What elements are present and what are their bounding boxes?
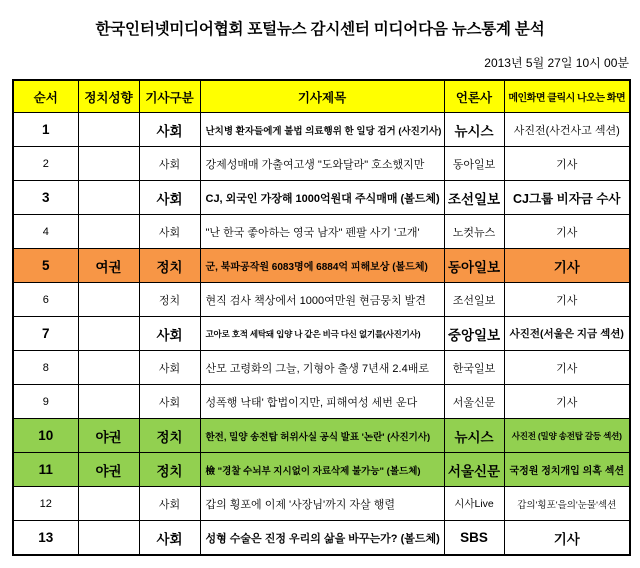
- report-timestamp: 2013년 5월 27일 10시 00분: [484, 56, 629, 70]
- cell-cat: 사회: [139, 113, 200, 147]
- cell-screen: 사진전 (밀양 송전탑 갈등 섹션): [504, 419, 630, 453]
- cell-cat: 사회: [139, 351, 200, 385]
- cell-lean: [78, 317, 139, 351]
- cell-no: 3: [13, 181, 78, 215]
- cell-no: 1: [13, 113, 78, 147]
- cell-lean: [78, 283, 139, 317]
- cell-title: 檢 "경찰 수뇌부 지시없이 자료삭제 불가능" (볼드체): [200, 453, 444, 487]
- cell-screen: 사진전(서울은 지금 섹션): [504, 317, 630, 351]
- cell-title: 군, 북파공작원 6083명에 6884억 피해보상 (볼드체): [200, 249, 444, 283]
- cell-title: 난치병 환자들에게 불법 의료행위 한 일당 검거 (사진기사): [200, 113, 444, 147]
- cell-screen: 갑의'횡포'을의'눈물'섹션: [504, 487, 630, 521]
- cell-no: 6: [13, 283, 78, 317]
- page-title: 한국인터넷미디어협회 포털뉴스 감시센터 미디어다음 뉴스통계 분석: [95, 21, 545, 38]
- cell-no: 4: [13, 215, 78, 249]
- cell-no: 2: [13, 147, 78, 181]
- cell-cat: 정치: [139, 453, 200, 487]
- table-row: [13, 113, 630, 147]
- header-cell-cat: 기사구분: [139, 80, 200, 113]
- cell-press: 한국일보: [444, 351, 504, 385]
- cell-no: 9: [13, 385, 78, 419]
- cell-screen: 기사: [504, 385, 630, 419]
- cell-press: 조선일보: [444, 283, 504, 317]
- cell-title: 한전, 밀양 송전탑 허위사실 공식 발표 '논란' (사진기사): [200, 419, 444, 453]
- cell-title: 갑의 횡포에 이제 '사장님'까지 자살 행렬: [200, 487, 444, 521]
- cell-screen: 기사: [504, 521, 630, 556]
- cell-title: 산모 고령화의 그늘, 기형아 출생 7년새 2.4배로: [200, 351, 444, 385]
- cell-cat: 사회: [139, 147, 200, 181]
- cell-no: 5: [13, 249, 78, 283]
- cell-screen: 국정원 정치개입 의혹 섹션: [504, 453, 630, 487]
- table-row: [13, 317, 630, 351]
- news-stats-table: [12, 79, 631, 556]
- cell-press: 중앙일보: [444, 317, 504, 351]
- cell-title: CJ, 외국인 가장해 1000억원대 주식매매 (볼드체): [200, 181, 444, 215]
- cell-lean: 야권: [78, 453, 139, 487]
- cell-title: 강제성매매 가출여고생 "도와달라" 호소했지만: [200, 147, 444, 181]
- cell-screen: 기사: [504, 147, 630, 181]
- cell-cat: 사회: [139, 487, 200, 521]
- cell-no: 11: [13, 453, 78, 487]
- header-cell-lean: 정치성향: [78, 80, 139, 113]
- cell-cat: 사회: [139, 317, 200, 351]
- cell-no: 10: [13, 419, 78, 453]
- header-cell-screen: 메인화면 클릭시 나오는 화면: [504, 80, 630, 113]
- cell-cat: 정치: [139, 283, 200, 317]
- cell-lean: [78, 521, 139, 556]
- cell-press: SBS: [444, 521, 504, 556]
- cell-no: 7: [13, 317, 78, 351]
- table-row: [13, 453, 630, 487]
- cell-cat: 사회: [139, 385, 200, 419]
- cell-title: 성폭행 낙태' 합법이지만, 피해여성 세번 운다: [200, 385, 444, 419]
- cell-lean: [78, 385, 139, 419]
- cell-screen: 기사: [504, 283, 630, 317]
- table-row: [13, 181, 630, 215]
- cell-cat: 정치: [139, 249, 200, 283]
- cell-lean: [78, 487, 139, 521]
- table-row: [13, 351, 630, 385]
- cell-press: 동아일보: [444, 147, 504, 181]
- table-body: [13, 113, 630, 556]
- header-cell-title: 기사제목: [200, 80, 444, 113]
- cell-cat: 정치: [139, 419, 200, 453]
- cell-no: 13: [13, 521, 78, 556]
- table-row: [13, 385, 630, 419]
- cell-press: 서울신문: [444, 385, 504, 419]
- cell-press: 조선일보: [444, 181, 504, 215]
- cell-title: 현직 검사 책상에서 1000여만원 현금뭉치 발견: [200, 283, 444, 317]
- table-row: [13, 215, 630, 249]
- cell-screen: 기사: [504, 215, 630, 249]
- table-row: [13, 521, 630, 556]
- cell-lean: [78, 215, 139, 249]
- cell-title: 성형 수술은 진정 우리의 삶을 바꾸는가? (볼드체): [200, 521, 444, 556]
- cell-lean: 야권: [78, 419, 139, 453]
- cell-title: "난 한국 좋아하는 영국 남자" 펜팔 사기 '고개': [200, 215, 444, 249]
- header-cell-no: 순서: [13, 80, 78, 113]
- cell-no: 12: [13, 487, 78, 521]
- table-row: [13, 419, 630, 453]
- cell-lean: [78, 147, 139, 181]
- cell-no: 8: [13, 351, 78, 385]
- cell-lean: [78, 351, 139, 385]
- table-row: [13, 283, 630, 317]
- table-header-row: [13, 80, 630, 113]
- cell-title: 고아로 호적 세탁돼 입양 나 같은 비극 다신 없기를(사진기사): [200, 317, 444, 351]
- cell-cat: 사회: [139, 215, 200, 249]
- cell-press: 뉴시스: [444, 419, 504, 453]
- cell-press: 동아일보: [444, 249, 504, 283]
- header-cell-press: 언론사: [444, 80, 504, 113]
- cell-cat: 사회: [139, 521, 200, 556]
- cell-lean: [78, 181, 139, 215]
- cell-cat: 사회: [139, 181, 200, 215]
- cell-press: 시사Live: [444, 487, 504, 521]
- cell-press: 노컷뉴스: [444, 215, 504, 249]
- cell-screen: 기사: [504, 249, 630, 283]
- cell-press: 뉴시스: [444, 113, 504, 147]
- cell-lean: [78, 113, 139, 147]
- cell-screen: CJ그룹 비자금 수사: [504, 181, 630, 215]
- cell-press: 서울신문: [444, 453, 504, 487]
- cell-screen: 기사: [504, 351, 630, 385]
- cell-screen: 사진전(사건사고 섹션): [504, 113, 630, 147]
- table-row: [13, 249, 630, 283]
- table-row: [13, 487, 630, 521]
- cell-lean: 여권: [78, 249, 139, 283]
- table-row: [13, 147, 630, 181]
